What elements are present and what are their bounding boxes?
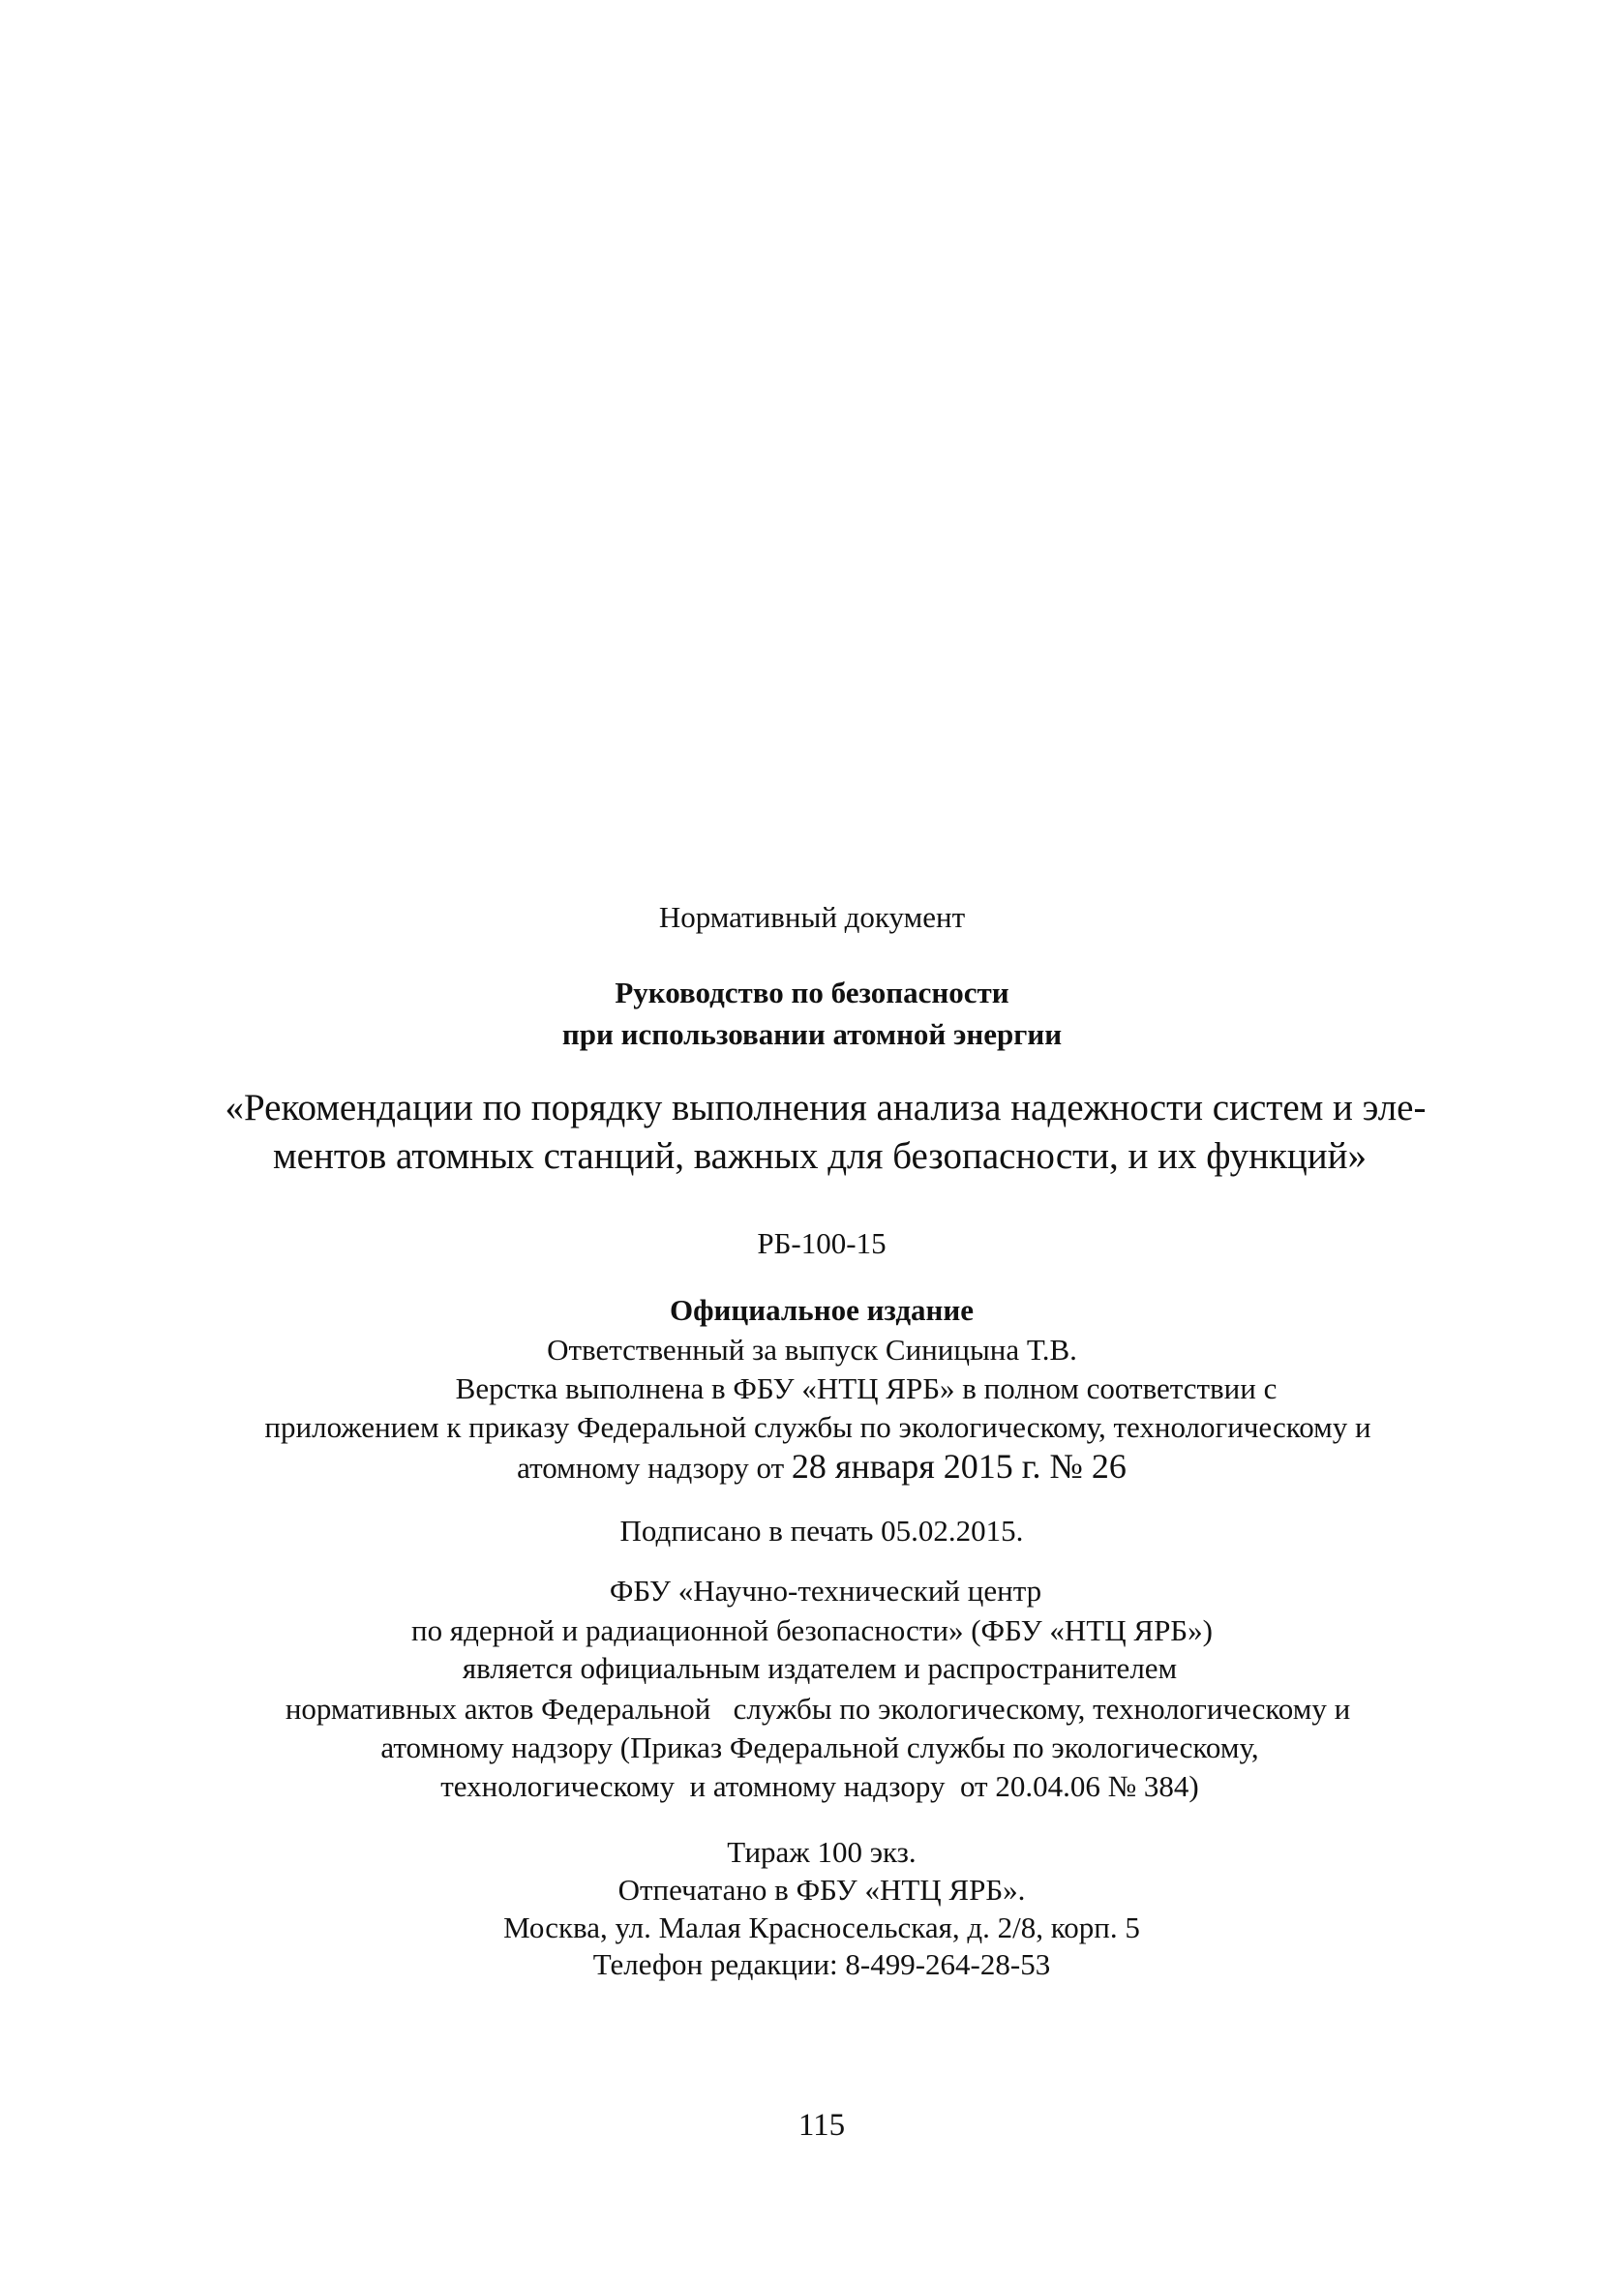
print-run: Тираж 100 экз. [727,1835,917,1869]
order-date: 28 января 2015 г. № 26 [791,1447,1127,1486]
publisher-line-4: нормативных актов Федеральной службы по экологическому, технологическому и [285,1692,1351,1726]
publisher-line-2: по ядерной и радиационной безопасности» (ФБУ «НТЦ ЯРБ») [411,1613,1213,1647]
official-edition-label: Официальное издание [670,1293,974,1327]
signed-date: Подписано в печать 05.02.2015. [619,1514,1024,1548]
page-number: 115 [797,2108,846,2143]
series-title-line-1: Руководство по безопасности [615,976,1009,1009]
responsible-person: Ответственный за выпуск Синицына Т.В. [547,1333,1077,1367]
document-title-line-1: «Рекомендации по порядку выполнения анализа надежности систем и эле- [225,1087,1427,1128]
document-type: Нормативный документ [658,900,966,934]
editorial-phone: Телефон редакции: 8-499-264-28-53 [592,1947,1051,1981]
publisher-line-3: является официальным издателем и распространителем [462,1651,1178,1685]
address: Москва, ул. Малая Красносельская, д. 2/8, корп. 5 [503,1910,1140,1944]
layout-note-prefix: атомному надзору от [517,1451,792,1485]
document-title-line-2: ментов атомных станций, важных для безопасности, и их функций» [272,1135,1368,1177]
series-title-line-2: при использовании атомной энергии [561,1017,1063,1051]
printed-at: Отпечатано в ФБУ «НТЦ ЯРБ». [617,1873,1026,1907]
document-code: РБ-100-15 [757,1226,887,1260]
layout-note-line-1: Верстка выполнена в ФБУ «НТЦ ЯРБ» в полном соответствии с [455,1371,1278,1405]
layout-note-line-2: приложением к приказу Федеральной службы по экологическому, технологическому и [264,1410,1371,1444]
publisher-line-1: ФБУ «Научно-технический центр [609,1574,1042,1608]
layout-note-line-3 [10,1449,1624,1484]
publisher-line-6: технологическому и атомному надзору от 20.04.06 № 384) [440,1769,1199,1803]
publisher-line-5: атомному надзору (Приказ Федеральной службы по экологическому, [380,1730,1259,1764]
